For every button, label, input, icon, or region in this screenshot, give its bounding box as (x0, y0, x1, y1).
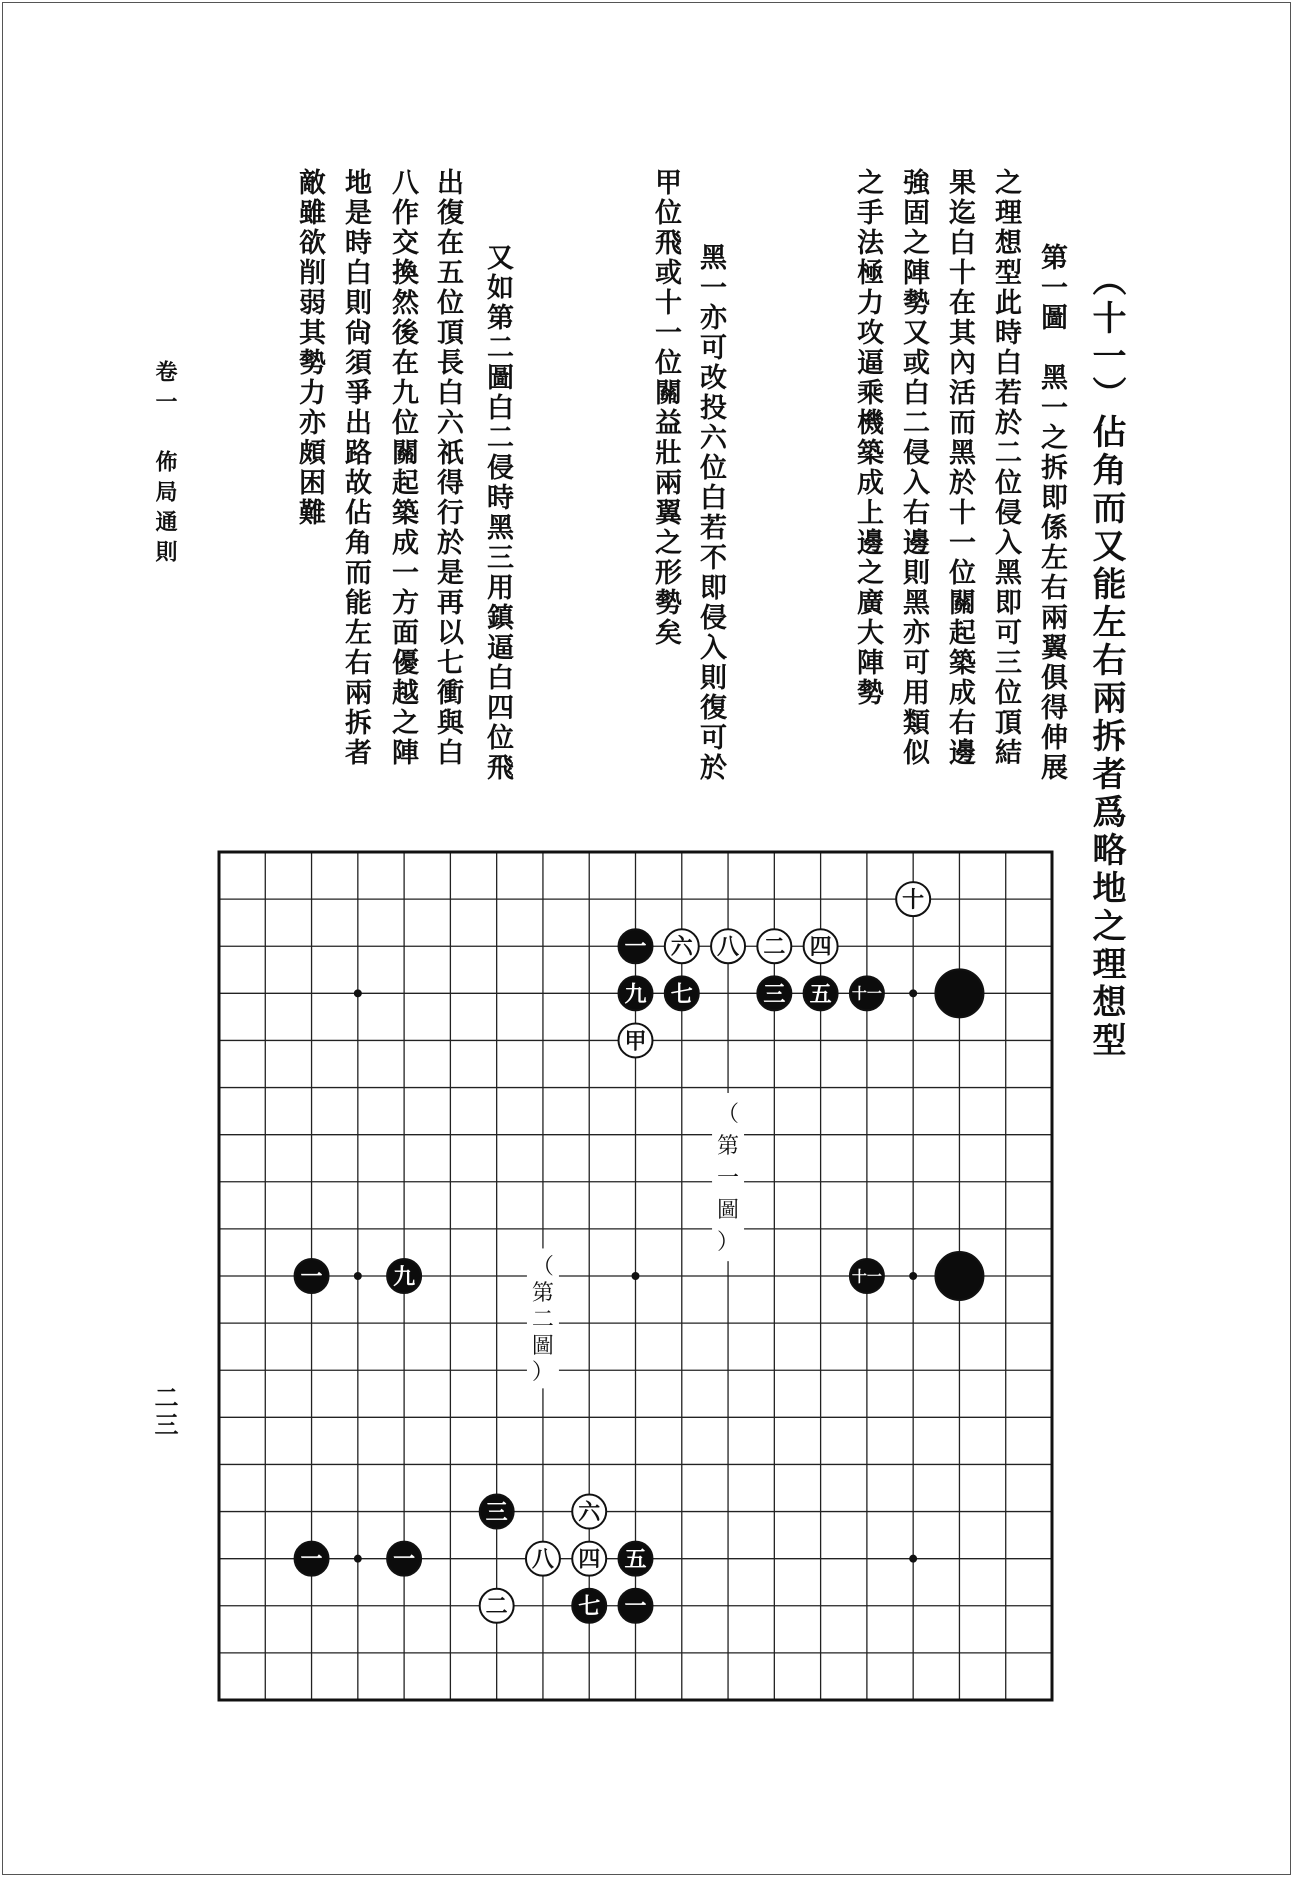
paragraph-line: 之理想型此時白若於二位侵入黑即可三位頂結 (990, 168, 1021, 768)
black-stone (387, 1542, 421, 1576)
star-point (909, 1272, 917, 1280)
black-stone (295, 1259, 329, 1293)
stone-label: 六 (578, 1499, 601, 1526)
white-stone (572, 1495, 606, 1529)
caption-char: ） (531, 1360, 554, 1386)
paragraph-line: 第一圖 黑一之拆即係左右兩翼俱得伸展 (1036, 243, 1067, 783)
black-stone (935, 1252, 983, 1300)
black-stone (935, 969, 983, 1017)
stone-label: 甲 (624, 1028, 647, 1055)
paragraph-line: 之手法極力攻逼乘機築成上邊之廣大陣勢 (852, 168, 883, 708)
caption-char: 二 (531, 1307, 554, 1333)
paragraph-line: 強固之陣勢又或白二侵入右邊則黑亦可用類似 (898, 168, 929, 768)
running-footer: 卷一 佈局通則 (152, 360, 178, 570)
diagram-caption-1 (712, 1093, 744, 1261)
stone-label: 一 (624, 1593, 647, 1620)
stone-label: 一 (300, 1263, 323, 1290)
stone-label: 一 (300, 1546, 323, 1573)
caption-char: 一 (717, 1166, 740, 1192)
stone-label: 五 (624, 1546, 647, 1573)
white-stone (480, 1589, 514, 1623)
caption-char: 第 (717, 1134, 740, 1160)
white-stone (896, 882, 930, 916)
white-stone (804, 929, 838, 963)
caption-char: （ (717, 1101, 740, 1127)
star-point (632, 1272, 640, 1280)
stone-label: 七 (670, 981, 693, 1008)
stone-label: 八 (717, 934, 740, 961)
stone-label: 九 (624, 981, 647, 1008)
stone-label: 一 (624, 934, 647, 961)
stone-label: 四 (809, 934, 832, 961)
black-stone (804, 976, 838, 1010)
star-point (354, 1555, 362, 1563)
white-stone (665, 929, 699, 963)
caption-char: 第 (531, 1281, 554, 1307)
black-stone (619, 976, 653, 1010)
caption-char: ） (717, 1230, 740, 1256)
paragraph-line: 果迄白十在其內活而黑於十一位關起築成右邊 (944, 168, 975, 768)
stone-label: 五 (809, 981, 832, 1008)
page-number: 二三 (150, 1385, 179, 1439)
stone-label: 四 (578, 1546, 601, 1573)
section-title: （十一）佔角而又能左右兩拆者爲略地之理想型 (1086, 262, 1126, 1060)
stone-label: 三 (485, 1499, 508, 1526)
black-stone (480, 1495, 514, 1529)
paragraph-line: 八作交換然後在九位關起築成一方面優越之陣 (387, 168, 418, 768)
black-stone (572, 1589, 606, 1623)
black-stone (850, 976, 884, 1010)
white-stone (572, 1542, 606, 1576)
paragraph-line: 甲位飛或十一位關益壯兩翼之形勢矣 (650, 168, 681, 648)
paragraph-line: 黑一亦可改投六位白若不即侵入則復可於 (695, 243, 726, 783)
stone-label: 一 (393, 1546, 416, 1573)
paragraph-line: 敵雖欲削弱其勢力亦頗困難 (294, 168, 325, 528)
stone-label: 十一 (851, 1267, 882, 1286)
diagram-caption-2 (527, 1248, 559, 1388)
stone-label: 十 (902, 887, 925, 914)
black-stone (387, 1259, 421, 1293)
star-point (354, 1272, 362, 1280)
star-point (909, 1555, 917, 1563)
black-stone (757, 976, 791, 1010)
stone-label: 七 (578, 1593, 601, 1620)
white-stone (619, 1023, 653, 1057)
stone-label: 八 (531, 1546, 554, 1573)
caption-char: 圖 (717, 1198, 740, 1224)
white-stone (757, 929, 791, 963)
white-stone (711, 929, 745, 963)
caption-char: （ (531, 1254, 554, 1280)
black-stone (295, 1542, 329, 1576)
star-point (909, 989, 917, 997)
paragraph-line: 又如第二圖白二侵時黑三用鎮逼白四位飛 (482, 243, 513, 783)
black-stone (619, 929, 653, 963)
paragraph-line: 地是時白則尙須爭出路故佔角而能左右兩拆者 (340, 168, 371, 768)
paragraph-line: 出復在五位頂長白六祇得行於是再以七衝與白 (432, 168, 463, 768)
stone-label: 二 (763, 934, 786, 961)
star-point (354, 989, 362, 997)
stone-label: 三 (763, 981, 786, 1008)
white-stone (526, 1542, 560, 1576)
black-stone (850, 1259, 884, 1293)
stone-label: 十一 (851, 984, 882, 1003)
stone-label: 六 (670, 934, 693, 961)
stone-label: 二 (485, 1593, 508, 1620)
black-stone (619, 1542, 653, 1576)
black-stone (619, 1589, 653, 1623)
caption-char: 圖 (531, 1333, 554, 1359)
black-stone (665, 976, 699, 1010)
stone-label: 九 (393, 1263, 416, 1290)
